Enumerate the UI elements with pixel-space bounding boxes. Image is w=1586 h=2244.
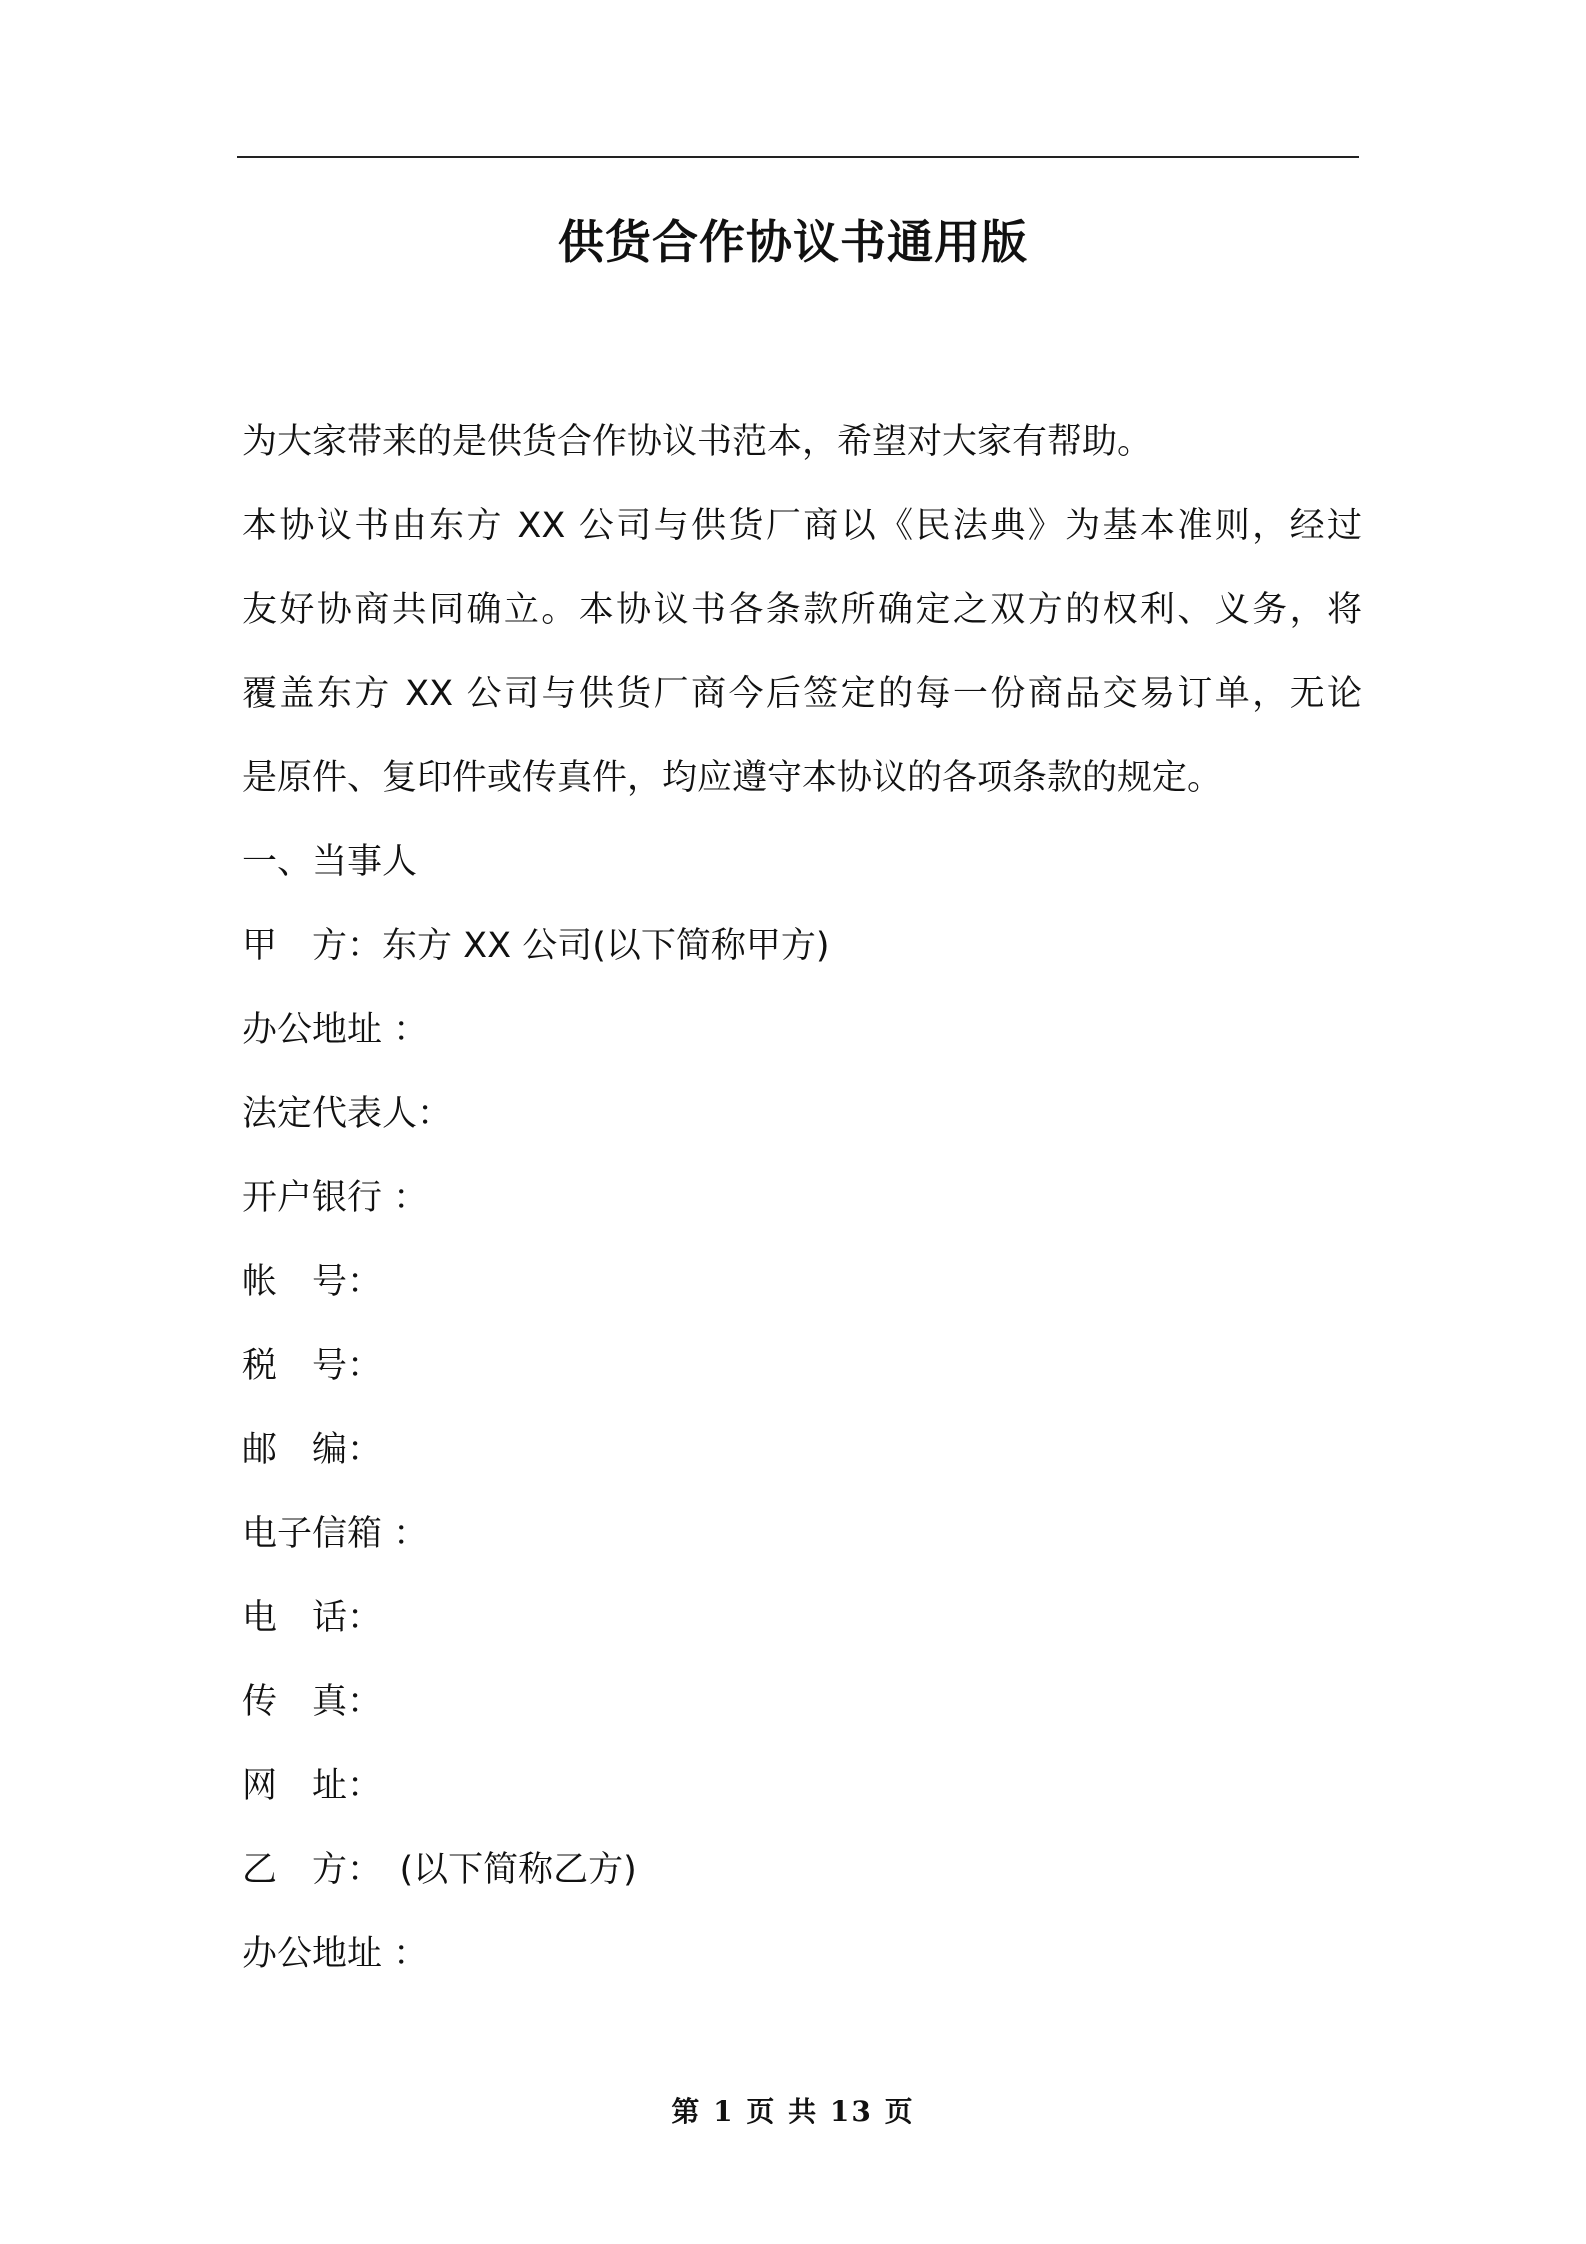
preamble-line-1: 本协议书由东方 XX 公司与供货厂商以《民法典》为基本准则，经过: [242, 506, 1362, 546]
party-a-account: 帐 号：: [242, 1262, 383, 1302]
party-a-bank: 开户银行 ：: [242, 1178, 429, 1218]
party-a-legal-representative: 法定代表人：: [242, 1094, 453, 1134]
party-b-name: 乙 方： (以下简称乙方): [242, 1850, 637, 1890]
intro-paragraph: 为大家带来的是供货合作协议书范本，希望对大家有帮助。: [242, 422, 1153, 462]
party-a-name: 甲 方：东方 XX 公司(以下简称甲方): [242, 926, 830, 966]
party-a-fax: 传 真：: [242, 1682, 383, 1722]
party-a-email: 电子信箱 ：: [242, 1514, 429, 1554]
header-rule: [237, 156, 1359, 158]
party-b-office-address: 办公地址 ：: [242, 1934, 429, 1974]
party-a-tax-number: 税 号：: [242, 1346, 383, 1386]
page-indicator: 第 1 页 共 13 页: [671, 2095, 915, 2128]
preamble-line-4: 是原件、复印件或传真件，均应遵守本协议的各项条款的规定。: [242, 758, 1223, 798]
preamble-line-3: 覆盖东方 XX 公司与供货厂商今后签定的每一份商品交易订单，无论: [242, 674, 1362, 714]
party-a-website: 网 址：: [242, 1766, 383, 1806]
party-a-office-address: 办公地址 ：: [242, 1010, 429, 1050]
document-body: [242, 400, 1362, 1996]
party-a-phone: 电 话：: [242, 1598, 383, 1638]
preamble-line-2: 友好协商共同确立。本协议书各条款所确定之双方的权利、义务，将: [242, 590, 1362, 630]
document-title: 供货合作协议书通用版: [558, 215, 1028, 269]
party-a-postcode: 邮 编：: [242, 1430, 383, 1470]
section-heading-parties: 一、当事人: [242, 842, 418, 882]
